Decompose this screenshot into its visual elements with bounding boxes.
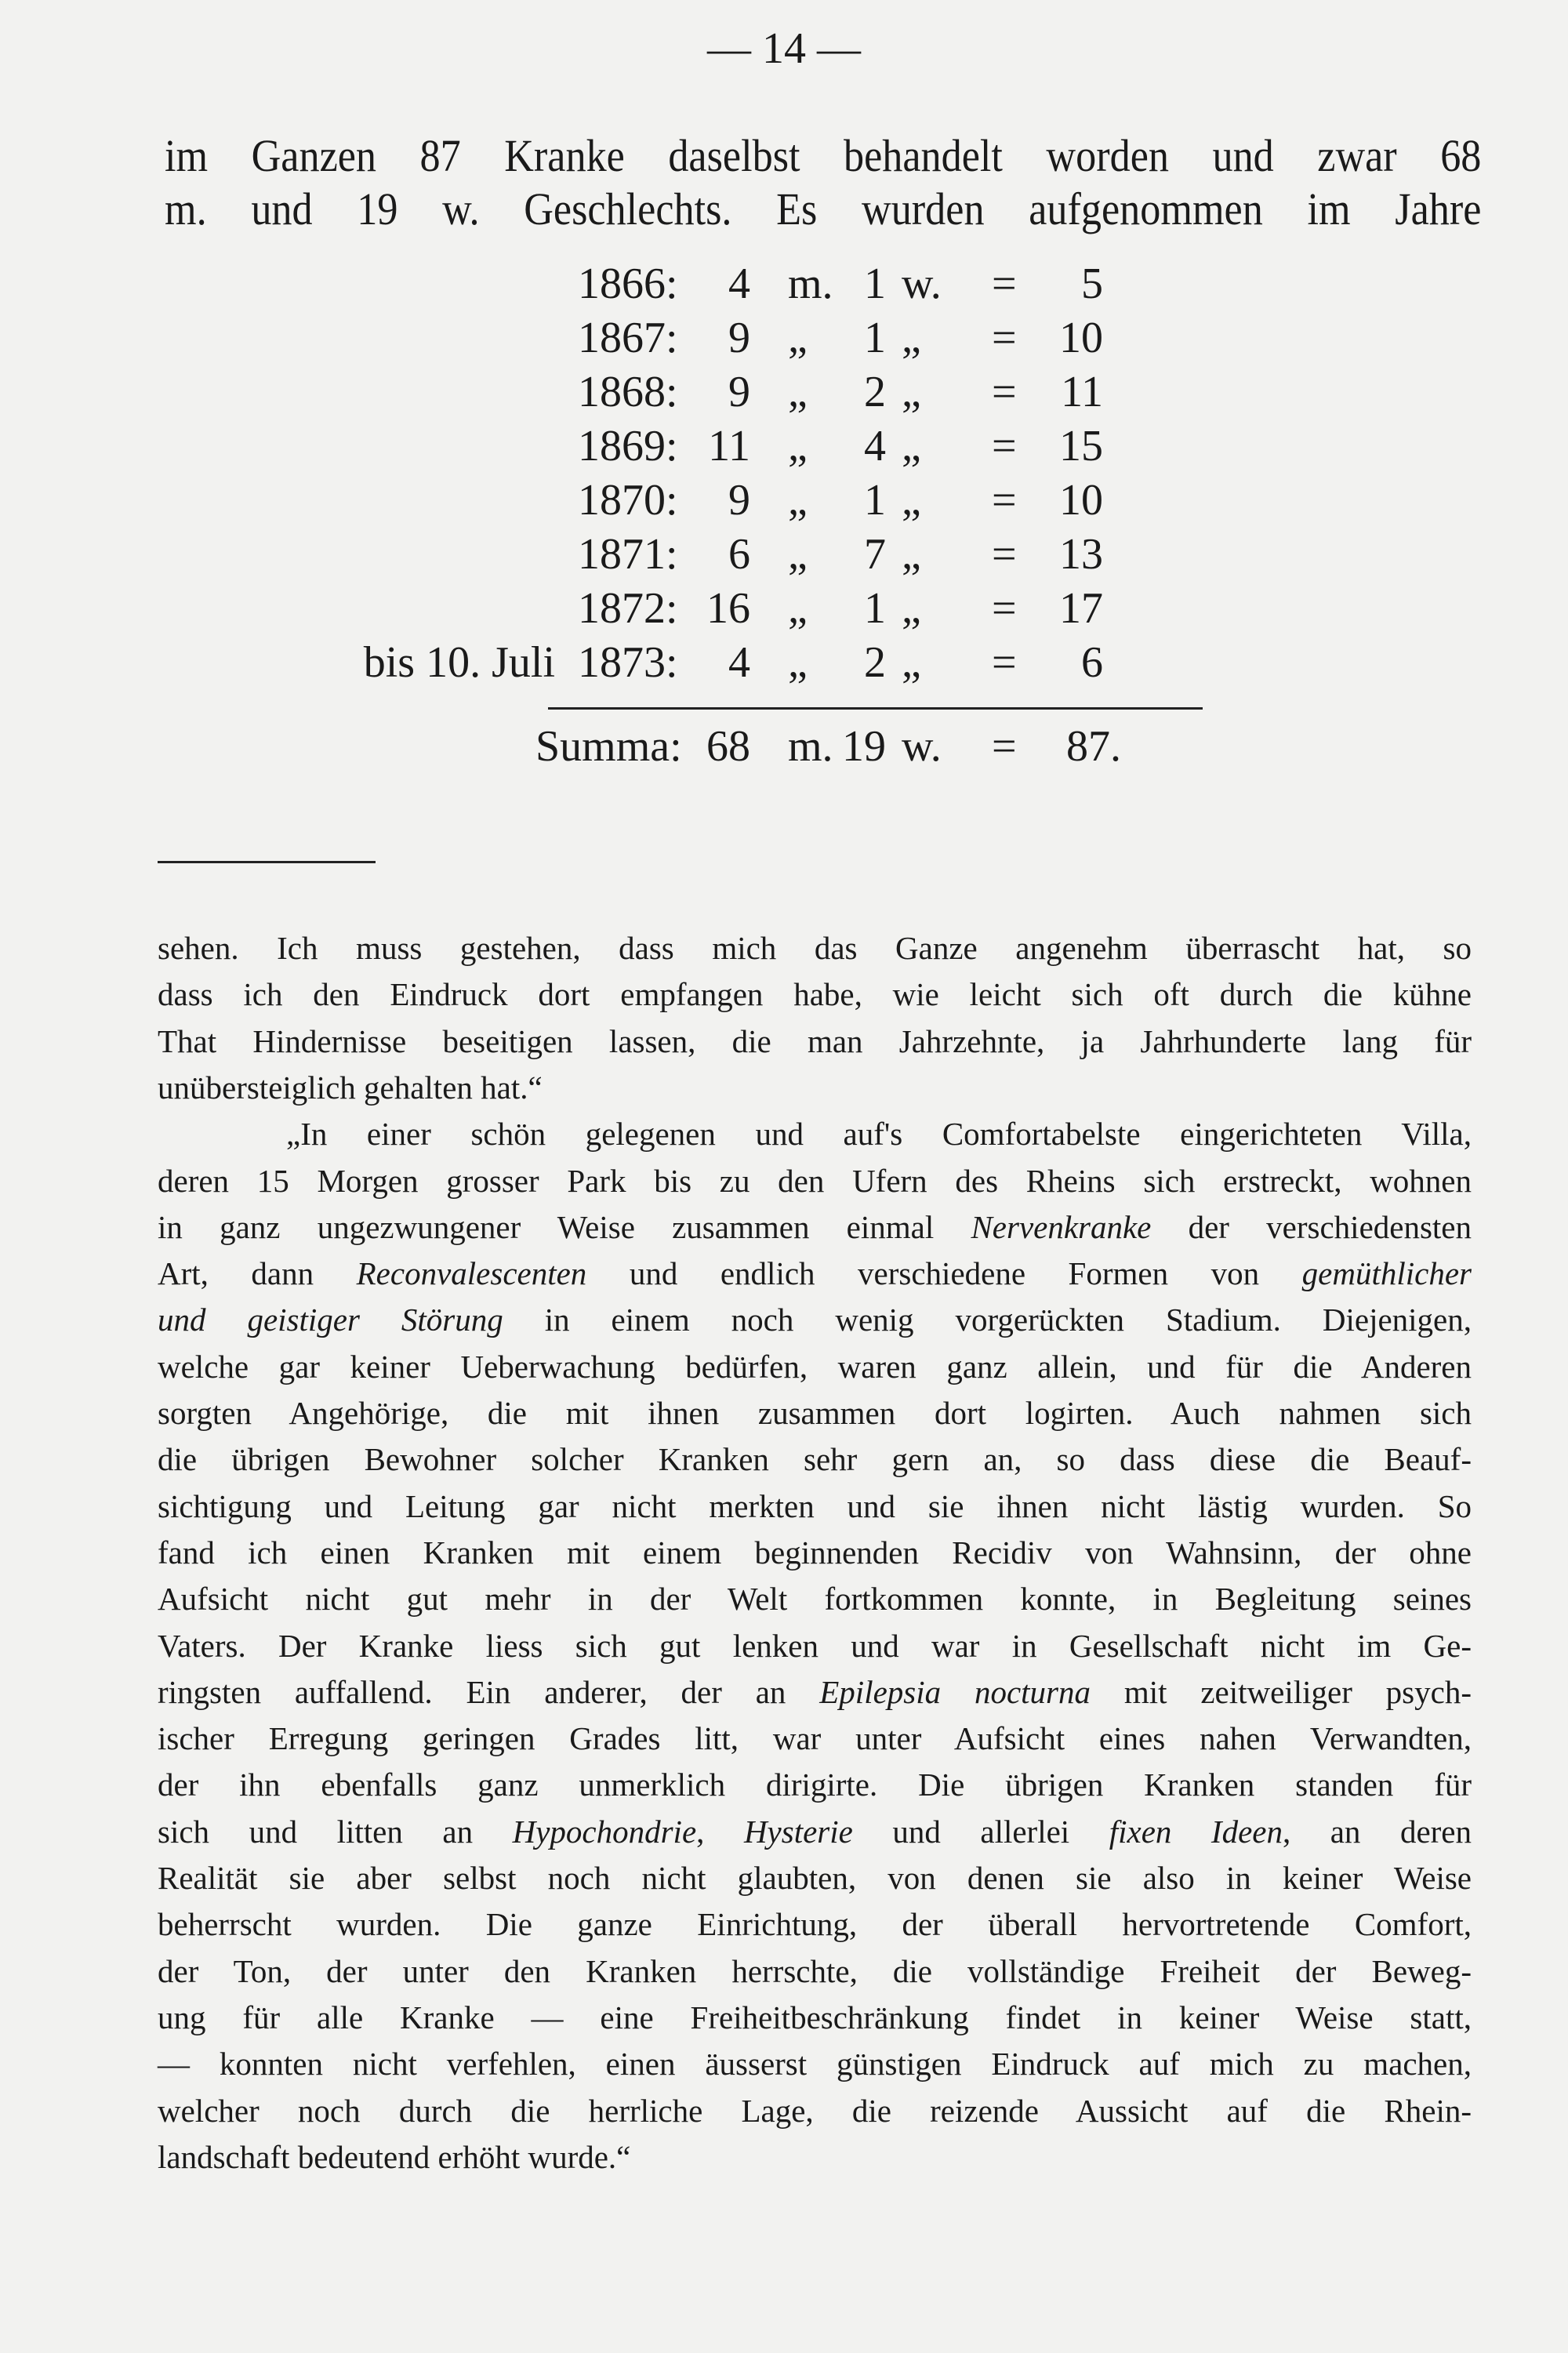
cell-m: 4 [728,638,750,687]
italic-term: Hypochondrie [512,1813,697,1850]
cell-w: 2 [864,368,886,416]
table-row [0,583,1568,637]
cell-w-unit: „ [902,584,921,633]
italic-term: fixen Ideen [1109,1813,1283,1850]
cell-eq: = [992,638,1017,687]
cell-w-unit: w. [902,260,942,308]
text-segment: und endlich verschiedene Formen von [586,1255,1302,1292]
text-line: ung für alle Kranke — eine Freiheitbeschränkung findet in keiner Weise statt, [158,1999,1472,2035]
text-line [158,1813,1472,1850]
text-line: sorgten Angehörige, die mit ihnen zusammen dort logirten. Auch nahmen sich [158,1395,1472,1431]
cell-m-unit: „ [788,638,808,687]
cell-year: 1866: [578,260,678,308]
sum-equals: = [992,722,1017,771]
intro-line: m. und 19 w. Geschlechts. Es wurden aufgenommen im Jahre [165,183,1482,234]
text-line: Realität sie aber selbst noch nicht glaubten, von denen sie also in keiner Weise [158,1860,1472,1896]
sum-male-unit: m. [788,722,833,771]
cell-year: 1868: [578,368,678,416]
cell-total: 10 [1059,314,1103,362]
table-row [0,475,1568,529]
cell-w-unit: „ [902,422,921,470]
italic-term: Nervenkranke [971,1208,1152,1245]
sum-male: 68 [706,722,750,771]
text-segment: und allerlei [852,1813,1109,1850]
cell-w: 1 [864,584,886,633]
text-line: That Hindernisse beseitigen lassen, die man Jahrzehnte, ja Jahrhunderte lang für [158,1022,1472,1059]
cell-w-unit: „ [902,530,921,579]
cell-year: 1873: [578,638,678,687]
text-line: die übrigen Bewohner solcher Kranken sehr gern an, so dass diese die Beauf- [158,1441,1472,1478]
text-line [158,1255,1472,1292]
text-segment: sich und litten an [158,1813,513,1850]
cell-w-unit: „ [902,638,921,687]
cell-total: 13 [1059,530,1103,579]
intro-line: im Ganzen 87 Kranke daselbst behandelt worden und zwar 68 [165,130,1482,181]
text-line: der ihn ebenfalls ganz unmerklich dirigirte. Die übrigen Kranken standen für [158,1767,1472,1803]
cell-m-unit: „ [788,530,808,579]
cell-eq: = [992,368,1017,416]
cell-m: 16 [706,584,750,633]
cell-prefix: bis 10. Juli [363,638,555,687]
text-line [158,1673,1472,1711]
cell-year: 1869: [578,422,678,470]
text-line: fand ich einen Kranken mit einem beginnenden Recidiv von Wahnsinn, der ohne [158,1534,1472,1570]
italic-term: Reconvalescenten [356,1255,587,1292]
sum-divider [548,707,1203,710]
sum-label: Summa: [535,722,682,771]
cell-m-unit: „ [788,476,808,525]
cell-m-unit: „ [788,584,808,633]
cell-w: 4 [864,422,886,470]
cell-year: 1872: [578,584,678,633]
text-line: sichtigung und Leitung gar nicht merkten und sie ihnen nicht lästig wurden. So [158,1487,1472,1524]
cell-total: 15 [1059,422,1103,470]
text-segment: mit zeitweiliger psych- [1091,1673,1472,1710]
cell-m-unit: „ [788,314,808,362]
text-line: deren 15 Morgen grosser Park bis zu den Ufern des Rheins sich erstreckt, wohnen [158,1162,1472,1199]
cell-eq: = [992,584,1017,633]
italic-term: gemüthlicher [1301,1255,1472,1292]
text-line: sehen. Ich muss gestehen, dass mich das Ganze angenehm überrascht hat, so [158,930,1472,966]
table-sum-row [0,721,1568,775]
footnote-divider [158,861,376,863]
italic-term: Hysterie [743,1813,853,1850]
sum-female-unit: w. [902,722,942,771]
sum-total: 87. [1066,722,1121,771]
cell-w: 1 [864,476,886,525]
text-line [158,1301,1472,1338]
text-line: welche gar keiner Ueberwachung bedürfen, waren ganz allein, und für die Anderen [158,1348,1472,1385]
cell-eq: = [992,476,1017,525]
text-line: landschaft bedeutend erhöht wurde.“ [158,2138,631,2175]
cell-year: 1867: [578,314,678,362]
text-line: welcher noch durch die herrliche Lage, die reizende Aussicht auf die Rhein- [158,2092,1472,2129]
text-line: der Ton, der unter den Kranken herrschte, die vollständige Freiheit der Beweg- [158,1952,1472,1989]
cell-year: 1870: [578,476,678,525]
cell-m: 9 [728,368,750,416]
cell-w-unit: „ [902,314,921,362]
cell-w: 1 [864,314,886,362]
text-line: Aufsicht nicht gut mehr in der Welt fortkommen konnte, in Begleitung seines [158,1581,1472,1618]
cell-eq: = [992,530,1017,579]
cell-eq: = [992,422,1017,470]
text-line: „In einer schön gelegenen und auf's Comfortabelste eingerichteten Villa, [286,1116,1472,1153]
table-row [0,529,1568,583]
text-line [158,1208,1472,1246]
cell-m: 6 [728,530,750,579]
text-segment: , [696,1813,744,1850]
text-segment: in ganz ungezwungener Weise zusammen einmal [158,1208,971,1245]
cell-eq: = [992,314,1017,362]
table-row [0,421,1568,475]
table-row [0,367,1568,421]
cell-m: 4 [728,260,750,308]
italic-term: Epilepsia nocturna [819,1673,1091,1710]
page-number: — 14 — [707,24,861,73]
text-segment: Art, dann [158,1255,357,1292]
text-line: beherrscht wurden. Die ganze Einrichtung, der überall hervortretende Comfort, [158,1906,1472,1943]
text-segment: , an deren [1282,1813,1472,1850]
cell-m: 9 [728,314,750,362]
cell-eq: = [992,260,1017,308]
text-segment: der verschiedensten [1151,1208,1472,1245]
cell-total: 5 [1081,260,1103,308]
cell-total: 17 [1059,584,1103,633]
text-line: Vaters. Der Kranke liess sich gut lenken und war in Gesellschaft nicht im Ge- [158,1627,1472,1664]
cell-total: 6 [1081,638,1103,687]
cell-year: 1871: [578,530,678,579]
cell-w: 1 [864,260,886,308]
table-row [0,259,1568,313]
table-row [0,637,1568,692]
italic-term: und geistiger Störung [158,1302,503,1338]
cell-m-unit: „ [788,422,808,470]
cell-m: 9 [728,476,750,525]
table-row [0,313,1568,367]
cell-w: 2 [864,638,886,687]
cell-total: 10 [1059,476,1103,525]
cell-m: 11 [708,422,750,470]
text-line: dass ich den Eindruck dort empfangen habe, wie leicht sich oft durch die kühne [158,976,1472,1013]
sum-female: 19 [842,722,886,771]
cell-w-unit: „ [902,476,921,525]
cell-w-unit: „ [902,368,921,416]
text-segment: ringsten auffallend. Ein anderer, der an [158,1673,820,1710]
cell-w: 7 [864,530,886,579]
cell-m-unit: m. [788,260,833,308]
text-segment: in einem noch wenig vorgerückten Stadium. Diejenigen, [503,1302,1472,1338]
text-line: unübersteiglich gehalten hat.“ [158,1069,543,1106]
cell-m-unit: „ [788,368,808,416]
cell-total: 11 [1061,368,1103,416]
text-line: ischer Erregung geringen Grades litt, war unter Aufsicht eines nahen Verwandten, [158,1720,1472,1757]
text-line: — konnten nicht verfehlen, einen äusserst günstigen Eindruck auf mich zu machen, [158,2046,1472,2082]
